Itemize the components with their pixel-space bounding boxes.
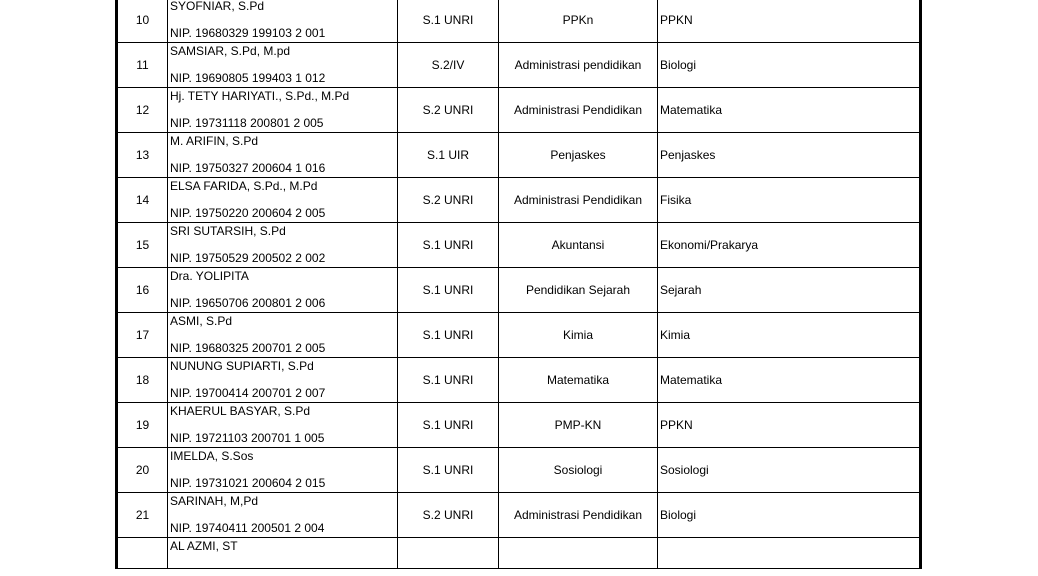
education-cell: S.1 UNRI: [398, 358, 499, 403]
table-row: [117, 313, 921, 358]
teacher-name: SARINAH, M,Pd: [170, 494, 259, 508]
education-cell: S.1 UNRI: [398, 403, 499, 448]
teacher-cell: [168, 178, 398, 223]
education-cell: S.1 UNRI: [398, 0, 499, 43]
teacher-nip: NIP. 19731021 200604 2 015: [170, 476, 326, 490]
teacher-cell: [168, 133, 398, 178]
row-number: 19: [117, 403, 168, 448]
teacher-cell: [168, 43, 398, 88]
teacher-name: Dra. YOLIPITA: [170, 269, 249, 283]
teacher-name: NUNUNG SUPIARTI, S.Pd: [170, 359, 314, 373]
teacher-cell: [168, 493, 398, 538]
education-cell: S.1 UNRI: [398, 448, 499, 493]
teacher-nip: NIP. 19680329 199103 2 001: [170, 26, 326, 40]
teacher-name: Hj. TETY HARIYATI., S.Pd., M.Pd: [170, 89, 350, 103]
row-number: 13: [117, 133, 168, 178]
teacher-nip: NIP. 19731118 200801 2 005: [170, 116, 324, 130]
study-program-cell: Administrasi Pendidikan: [499, 178, 658, 223]
row-number: 14: [117, 178, 168, 223]
study-program-cell: Penjaskes: [499, 133, 658, 178]
education-cell: S.2 UNRI: [398, 493, 499, 538]
table-row: [117, 268, 921, 313]
education-cell: S.1 UNRI: [398, 223, 499, 268]
table-row: [117, 403, 921, 448]
row-number: 20: [117, 448, 168, 493]
table-row: [117, 223, 921, 268]
subject-cell: Matematika: [658, 358, 921, 403]
row-number: 12: [117, 88, 168, 133]
row-number: [117, 538, 168, 569]
teacher-name: SRI SUTARSIH, S.Pd: [170, 224, 286, 238]
teacher-cell: [168, 0, 398, 43]
teacher-cell: [168, 448, 398, 493]
study-program-cell: PMP-KN: [499, 403, 658, 448]
subject-cell: Biologi: [658, 43, 921, 88]
subject-cell: PPKN: [658, 403, 921, 448]
study-program-cell: Matematika: [499, 358, 658, 403]
teacher-nip: NIP. 19750220 200604 2 005: [170, 206, 326, 220]
subject-cell: Sejarah: [658, 268, 921, 313]
education-cell: S.1 UNRI: [398, 313, 499, 358]
row-number: 10: [117, 0, 168, 43]
study-program-cell: Pendidikan Sejarah: [499, 268, 658, 313]
row-number: 18: [117, 358, 168, 403]
teacher-cell: [168, 268, 398, 313]
table-row: [117, 178, 921, 223]
study-program-cell: Kimia: [499, 313, 658, 358]
study-program-cell: [499, 538, 658, 569]
table-row-partial: [117, 538, 921, 569]
teacher-cell: [168, 313, 398, 358]
teacher-name: M. ARIFIN, S.Pd: [170, 134, 259, 148]
subject-cell: Fisika: [658, 178, 921, 223]
teacher-cell: [168, 88, 398, 133]
study-program-cell: PPKn: [499, 0, 658, 43]
study-program-cell: Administrasi pendidikan: [499, 43, 658, 88]
table-row: [117, 358, 921, 403]
teacher-nip: NIP. 19740411 200501 2 004: [170, 521, 325, 535]
teacher-name: IMELDA, S.Sos: [170, 449, 254, 463]
staff-table: [115, 0, 922, 569]
education-cell: S.1 UNRI: [398, 268, 499, 313]
study-program-cell: Sosiologi: [499, 448, 658, 493]
teacher-name: ASMI, S.Pd: [170, 314, 233, 328]
teacher-nip: NIP. 19690805 199403 1 012: [170, 71, 326, 85]
education-cell: [398, 538, 499, 569]
education-cell: S.2 UNRI: [398, 178, 499, 223]
table-row: [117, 0, 921, 43]
table-row: [117, 448, 921, 493]
subject-cell: Kimia: [658, 313, 921, 358]
study-program-cell: Administrasi Pendidikan: [499, 88, 658, 133]
education-cell: S.2 UNRI: [398, 88, 499, 133]
subject-cell: Matematika: [658, 88, 921, 133]
teacher-nip: NIP. 19750327 200604 1 016: [170, 161, 326, 175]
education-cell: S.1 UIR: [398, 133, 499, 178]
subject-cell: Biologi: [658, 493, 921, 538]
teacher-cell: [168, 538, 398, 569]
teacher-nip: NIP. 19721103 200701 1 005: [170, 431, 325, 445]
teacher-cell: [168, 403, 398, 448]
table-row: [117, 133, 921, 178]
staff-table-body: [117, 0, 921, 569]
subject-cell: PPKN: [658, 0, 921, 43]
row-number: 16: [117, 268, 168, 313]
row-number: 15: [117, 223, 168, 268]
row-number: 11: [117, 43, 168, 88]
row-number: 21: [117, 493, 168, 538]
subject-cell: [658, 538, 921, 569]
education-cell: S.2/IV: [398, 43, 499, 88]
teacher-nip: NIP. 19700414 200701 2 007: [170, 386, 326, 400]
teacher-name: SYOFNIAR, S.Pd: [170, 0, 265, 13]
teacher-nip: NIP. 19680325 200701 2 005: [170, 341, 326, 355]
teacher-name: AL AZMI, ST: [170, 539, 238, 553]
teacher-cell: [168, 223, 398, 268]
table-row: [117, 43, 921, 88]
subject-cell: Sosiologi: [658, 448, 921, 493]
subject-cell: Ekonomi/Prakarya: [658, 223, 921, 268]
teacher-nip: NIP. 19750529 200502 2 002: [170, 251, 326, 265]
study-program-cell: Administrasi Pendidikan: [499, 493, 658, 538]
teacher-cell: [168, 358, 398, 403]
teacher-name: ELSA FARIDA, S.Pd., M.Pd: [170, 179, 318, 193]
teacher-name: KHAERUL BASYAR, S.Pd: [170, 404, 311, 418]
subject-cell: Penjaskes: [658, 133, 921, 178]
table-row: [117, 493, 921, 538]
teacher-nip: NIP. 19650706 200801 2 006: [170, 296, 326, 310]
teacher-name: SAMSIAR, S.Pd, M.pd: [170, 44, 291, 58]
study-program-cell: Akuntansi: [499, 223, 658, 268]
table-row: [117, 88, 921, 133]
staff-table-sheet: [115, 0, 922, 569]
row-number: 17: [117, 313, 168, 358]
